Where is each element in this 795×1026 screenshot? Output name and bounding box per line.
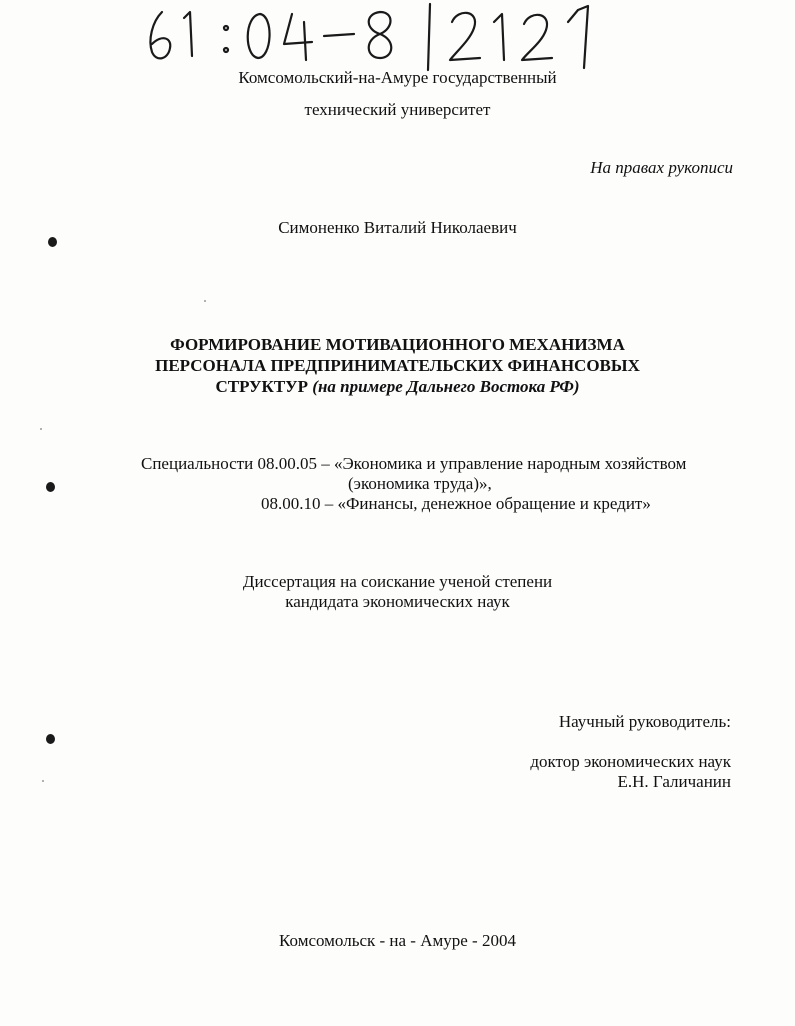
author-name: Симоненко Виталий Николаевич xyxy=(278,218,517,237)
supervisor-block xyxy=(530,752,731,792)
supervisor-label: Научный руководитель: xyxy=(558,712,731,731)
specialties-line2: (экономика труда)», xyxy=(348,474,492,493)
title-line3-subtitle: (на примере Дальнего Востока РФ) xyxy=(312,377,580,396)
supervisor-degree: доктор экономических наук xyxy=(530,752,731,771)
university-name-line2: технический университет xyxy=(304,100,491,119)
scan-speck xyxy=(204,300,206,302)
supervisor-name: Е.Н. Галичанин xyxy=(617,772,731,791)
title-line2: ПЕРСОНАЛА ПРЕДПРИНИМАТЕЛЬСКИХ ФИНАНСОВЫХ xyxy=(155,356,640,375)
place-and-year: Комсомольск - на - Амуре - 2004 xyxy=(279,931,516,950)
rights-note: На правах рукописи xyxy=(590,158,733,177)
title-line3-main: СТРУКТУР xyxy=(215,377,309,396)
binding-hole-mark xyxy=(46,734,55,744)
dissertation-line2: кандидата экономических наук xyxy=(285,592,510,611)
specialties-line3: 08.00.10 – «Финансы, денежное обращение и кредит» xyxy=(261,494,651,513)
specialties-block xyxy=(141,454,761,514)
scan-speck xyxy=(42,780,44,782)
binding-hole-mark xyxy=(46,482,55,492)
title-line1: ФОРМИРОВАНИЕ МОТИВАЦИОННОГО МЕХАНИЗМА xyxy=(170,335,625,354)
dissertation-line1: Диссертация на соискание ученой степени xyxy=(242,572,553,591)
dissertation-degree-block xyxy=(0,572,795,612)
specialties-line1: Специальности 08.00.05 – «Экономика и управление народным хозяйством xyxy=(141,454,687,473)
title-line3 xyxy=(0,376,795,397)
university-name-line1: Комсомольский-на-Амуре государственный xyxy=(238,68,557,87)
scan-speck xyxy=(40,428,42,430)
dissertation-title xyxy=(0,334,795,397)
binding-hole-mark xyxy=(48,237,57,247)
